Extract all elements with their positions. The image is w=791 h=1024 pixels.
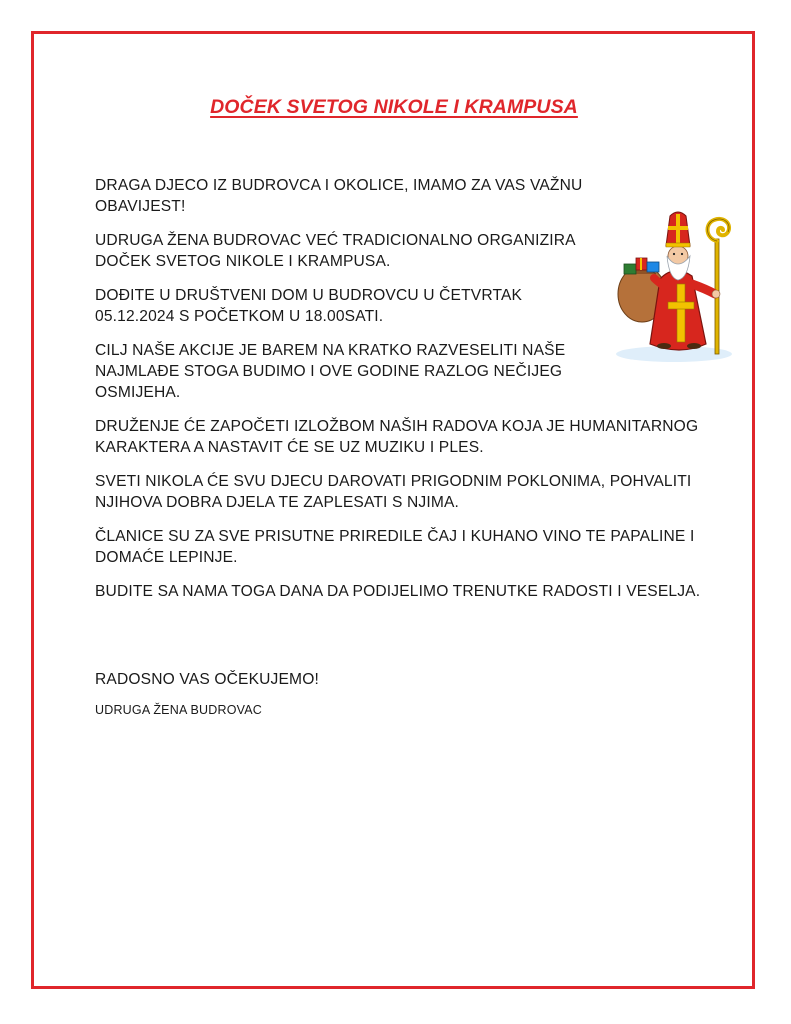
- page-border: [31, 31, 755, 989]
- saint-nicholas-icon: [614, 194, 739, 364]
- signature: UDRUGA ŽENA BUDROVAC: [95, 703, 262, 717]
- paragraph-organizer: UDRUGA ŽENA BUDROVAC VEĆ TRADICIONALNO ORGANIZIRA DOČEK SVETOG NIKOLE I KRAMPUSA.: [95, 232, 575, 270]
- paragraph-refreshments: ČLANICE SU ZA SVE PRISUTNE PRIREDILE ČAJ I KUHANO VINO TE PAPALINE I DOMAĆE LEPINJE.: [95, 528, 695, 566]
- paragraph-invitation: BUDITE SA NAMA TOGA DANA DA PODIJELIMO TRENUTKE RADOSTI I VESELJA.: [95, 583, 701, 600]
- paragraph-closing: RADOSNO VAS OČEKUJEMO!: [95, 671, 319, 688]
- page-title: DOČEK SVETOG NIKOLE I KRAMPUSA: [210, 96, 578, 118]
- paragraph-greeting: DRAGA DJECO IZ BUDROVCA I OKOLICE, IMAMO ZA VAS VAŽNU OBAVIJEST!: [95, 177, 583, 215]
- paragraph-goal: CILJ NAŠE AKCIJE JE BAREM NA KRATKO RAZVESELITI NAŠE NAJMLAĐE STOGA BUDIMO I OVE GODINE RAZLOG NEČIJEG OSMIJEHA.: [95, 342, 566, 401]
- paragraph-gifts: SVETI NIKOLA ĆE SVU DJECU DAROVATI PRIGODNIM POKLONIMA, POHVALITI NJIHOVA DOBRA DJELA TE ZAPLESATI S NJIMA.: [95, 473, 692, 511]
- paragraph-exhibition: DRUŽENJE ĆE ZAPOČETI IZLOŽBOM NAŠIH RADOVA KOJA JE HUMANITARNOG KARAKTERA A NASTAVIT ĆE SE UZ MUZIKU I PLES.: [95, 418, 699, 456]
- paragraph-venue: DOĐITE U DRUŠTVENI DOM U BUDROVCU U ČETVRTAK 05.12.2024 S POČETKOM U 18.00SATI.: [95, 287, 523, 325]
